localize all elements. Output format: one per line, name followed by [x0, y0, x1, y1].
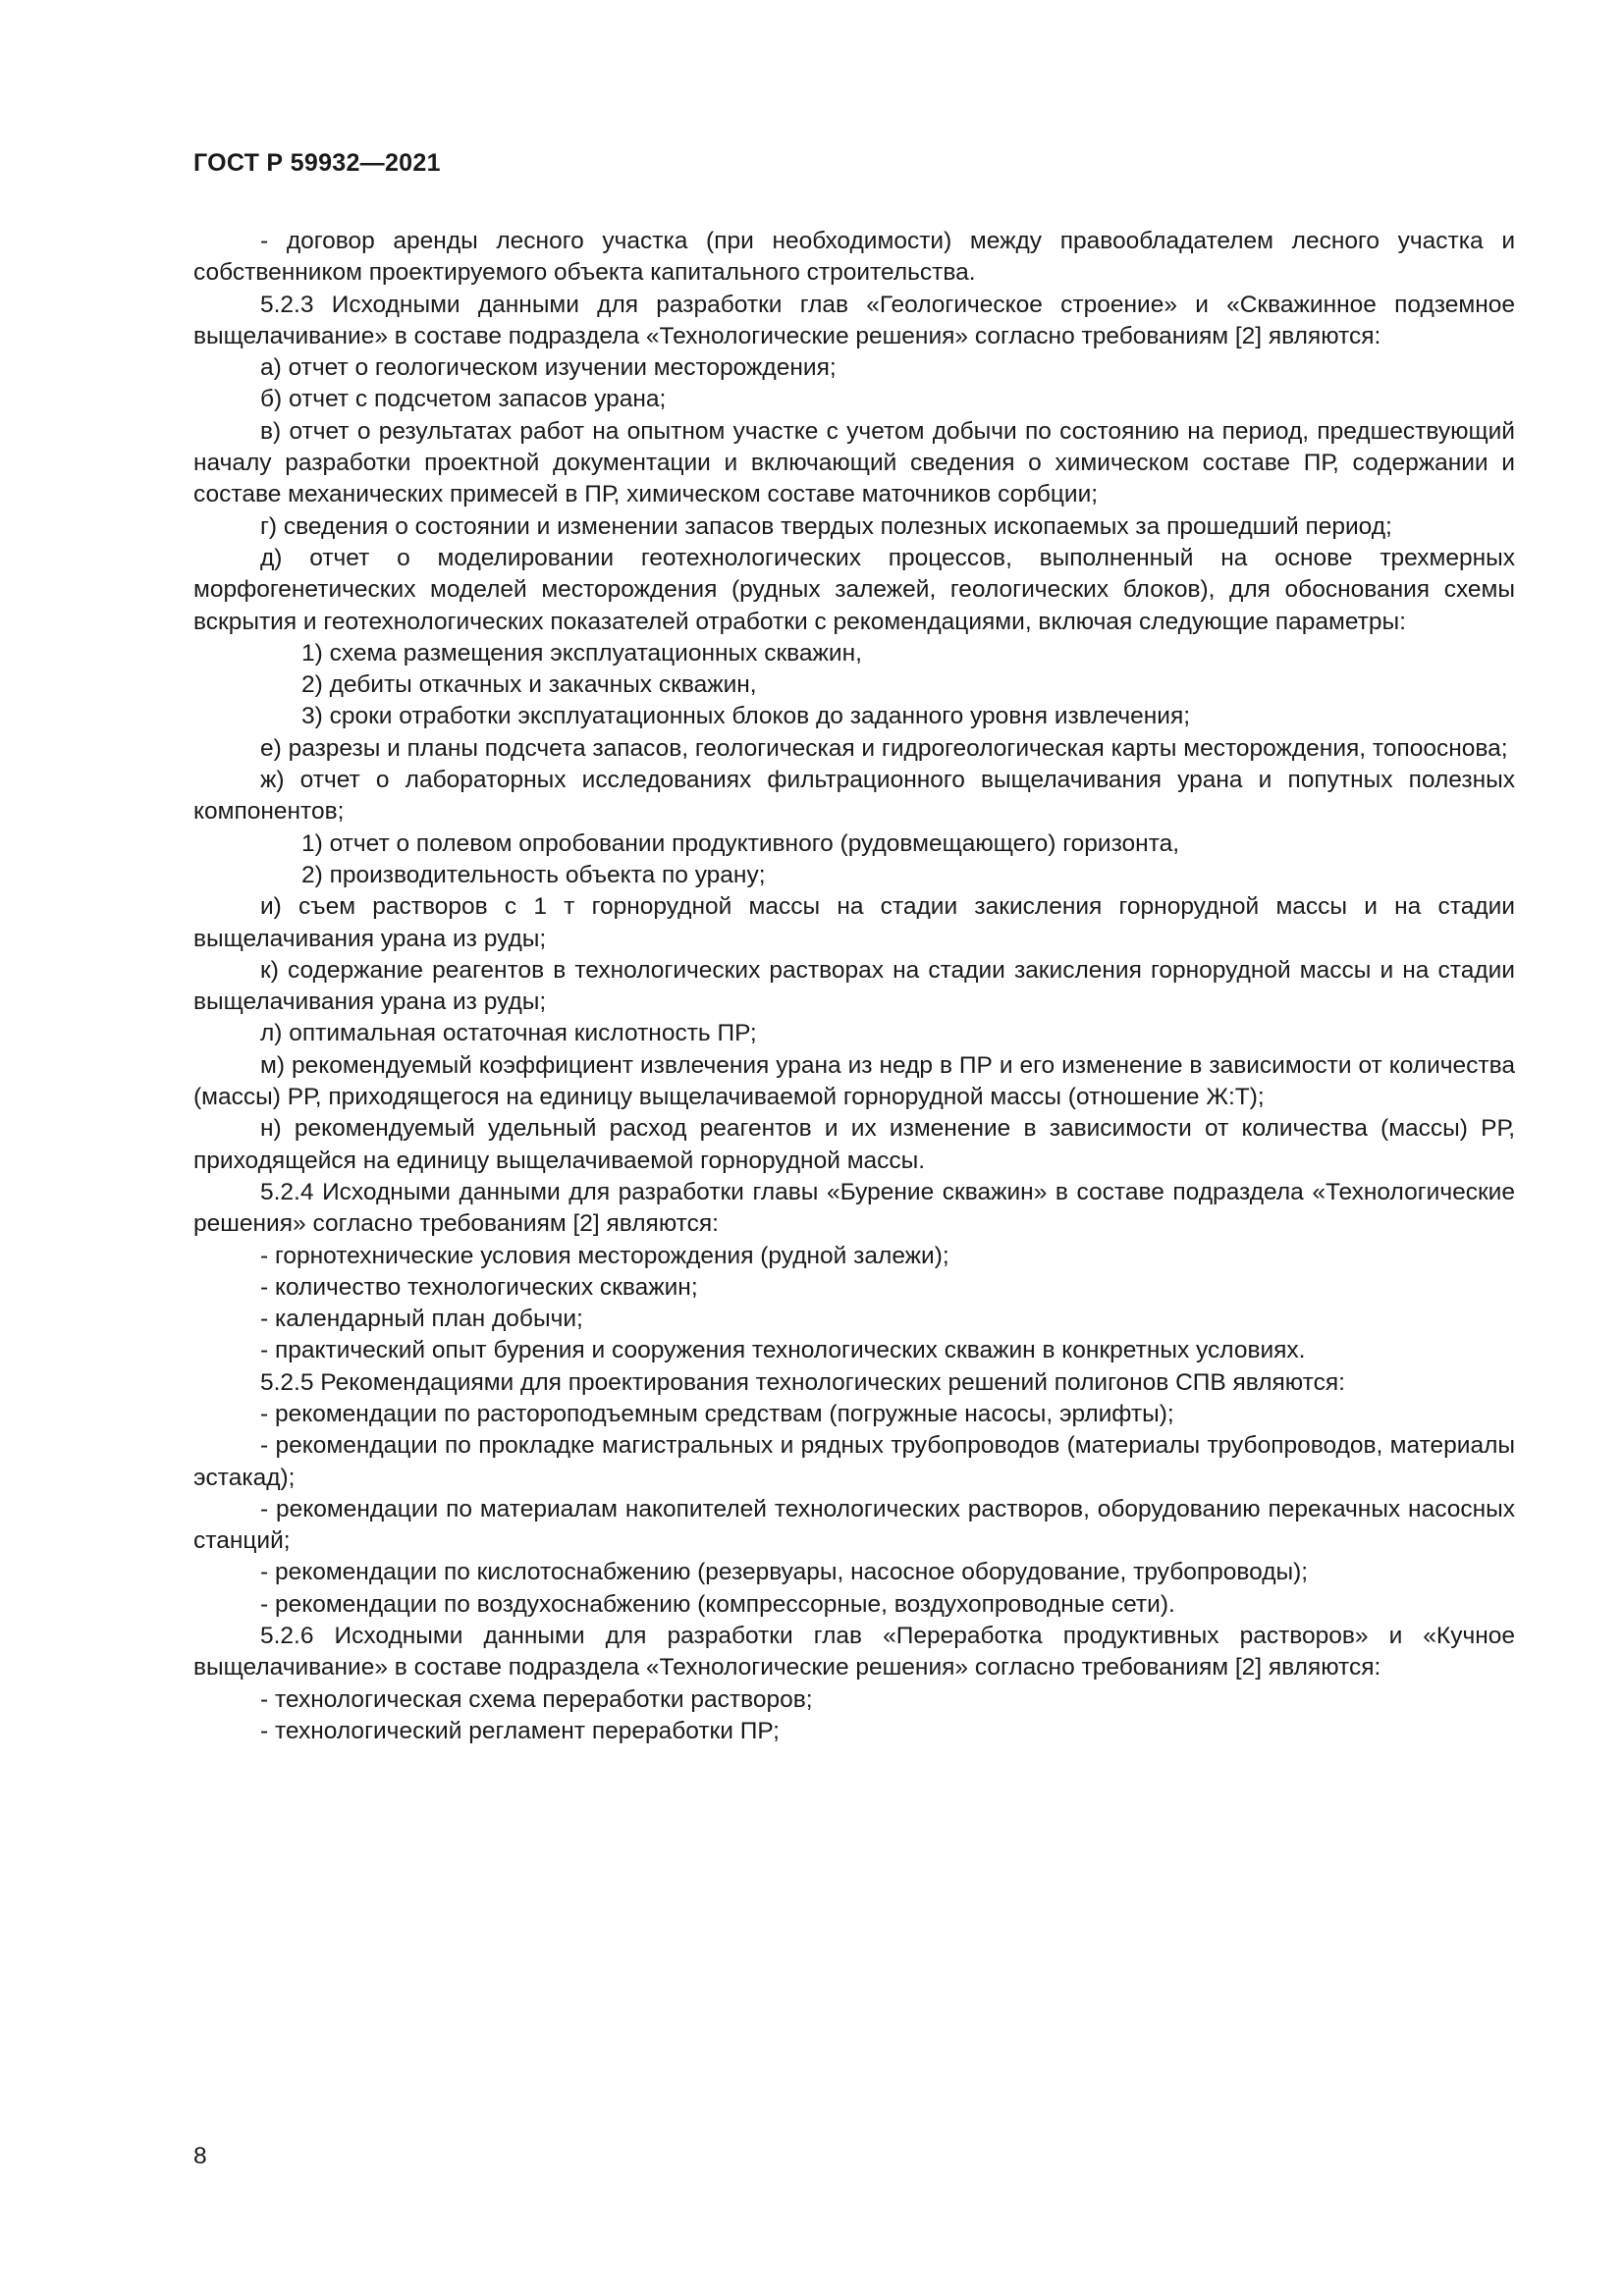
paragraph: - договор аренды лесного участка (при необходимости) между правообладателем лесного участка и собственником проектируемого объекта капитального строительства. — [193, 228, 1515, 287]
paragraph: - технологический регламент переработки ПР; — [260, 1717, 780, 1744]
paragraph: е) разрезы и планы подсчета запасов, геологическая и гидрогеологическая карты месторождения, топооснова; — [260, 734, 1508, 762]
paragraph: - количество технологических скважин; — [260, 1273, 698, 1301]
sub-list-item: 1) схема размещения эксплуатационных скважин, — [301, 639, 862, 667]
paragraph: д) отчет о моделировании геотехнологических процессов, выполненный на основе трехмерных морфогенетических моделей месторождения (рудных залежей, геологических блоков), для обоснования схемы вскрытия и геотехнологических показателей отработки с рекомендациями, включая следующие параметры: — [193, 544, 1515, 635]
sub-list-item: 3) сроки отработки эксплуатационных блоков до заданного уровня извлечения; — [301, 703, 1191, 730]
document-header: ГОСТ Р 59932—2021 — [193, 149, 441, 177]
sub-list-item: 1) отчет о полевом опробовании продуктивного (рудовмещающего) горизонта, — [301, 829, 1180, 857]
paragraph: и) съем растворов с 1 т горнорудной массы на стадии закисления горнорудной массы и на стадии выщелачивания урана из руды; — [193, 893, 1515, 952]
paragraph: - горнотехнические условия месторождения (рудной залежи); — [260, 1242, 949, 1269]
paragraph: н) рекомендуемый удельный расход реагентов и их изменение в зависимости от количества (массы) РР, приходящейся на единицу выщелачиваемой горнорудной массы. — [193, 1115, 1515, 1174]
paragraph: - рекомендации по материалам накопителей технологических растворов, оборудованию перекачных насосных станций; — [193, 1495, 1515, 1555]
paragraph: - рекомендации по прокладке магистральных и рядных трубопроводов (материалы трубопроводов, материалы эстакад); — [193, 1432, 1515, 1491]
paragraph: 5.2.6 Исходными данными для разработки глав «Переработка продуктивных растворов» и «Кучное выщелачивание» в составе подраздела «Технологические решения» согласно требованиям [2] являются: — [193, 1623, 1515, 1682]
paragraph: 5.2.5 Рекомендациями для проектирования технологических решений полигонов СПВ являются: — [260, 1368, 1345, 1396]
paragraph: к) содержание реагентов в технологических растворах на стадии закисления горнорудной массы и на стадии выщелачивания урана из руды; — [193, 956, 1515, 1016]
paragraph: б) отчет с подсчетом запасов урана; — [260, 386, 667, 413]
paragraph: г) сведения о состоянии и изменении запасов твердых полезных ископаемых за прошедший период; — [260, 512, 1392, 540]
paragraph: - календарный план добычи; — [260, 1306, 583, 1333]
paragraph: а) отчет о геологическом изучении месторождения; — [260, 354, 837, 382]
paragraph: - технологическая схема переработки растворов; — [260, 1685, 813, 1713]
paragraph: 5.2.3 Исходными данными для разработки глав «Геологическое строение» и «Скважинное подземное выщелачивание» в составе подраздела «Технологические решения» согласно требованиям [2] являются: — [193, 291, 1515, 349]
paragraph: - рекомендации по растороподъемным средствам (погружные насосы, эрлифты); — [260, 1400, 1174, 1427]
paragraph: - рекомендации по кислотоснабжению (резервуары, насосное оборудование, трубопроводы); — [260, 1559, 1309, 1586]
paragraph: ж) отчет о лабораторных исследованиях фильтрационного выщелачивания урана и попутных полезных компонентов; — [193, 767, 1515, 826]
paragraph: - практический опыт бурения и сооружения технологических скважин в конкретных условиях. — [260, 1337, 1306, 1364]
paragraph: л) оптимальная остаточная кислотность ПР; — [260, 1020, 757, 1047]
paragraph: м) рекомендуемый коэффициент извлечения урана из недр в ПР и его изменение в зависимости от количества (массы) РР, приходящегося на единицу выщелачиваемой горнорудной массы (отношение Ж:Т); — [193, 1051, 1515, 1111]
paragraph: 5.2.4 Исходными данными для разработки главы «Бурение скважин» в составе подраздела «Технологические решения» согласно требованиям [2] являются: — [193, 1178, 1515, 1238]
sub-list-item: 2) производительность объекта по урану; — [301, 861, 766, 888]
paragraph: в) отчет о результатах работ на опытном участке с учетом добычи по состоянию на период, предшествующий началу разработки проектной документации и включающий сведения о химическом составе ПР, содержании и составе механических примесей в ПР, химическом составе маточников сорбции; — [193, 417, 1515, 508]
sub-list-item: 2) дебиты откачных и закачных скважин, — [301, 671, 757, 699]
document-body — [193, 226, 1515, 1747]
paragraph: - рекомендации по воздухоснабжению (компрессорные, воздухопроводные сети). — [260, 1590, 1175, 1618]
page-number: 8 — [193, 2143, 207, 2169]
